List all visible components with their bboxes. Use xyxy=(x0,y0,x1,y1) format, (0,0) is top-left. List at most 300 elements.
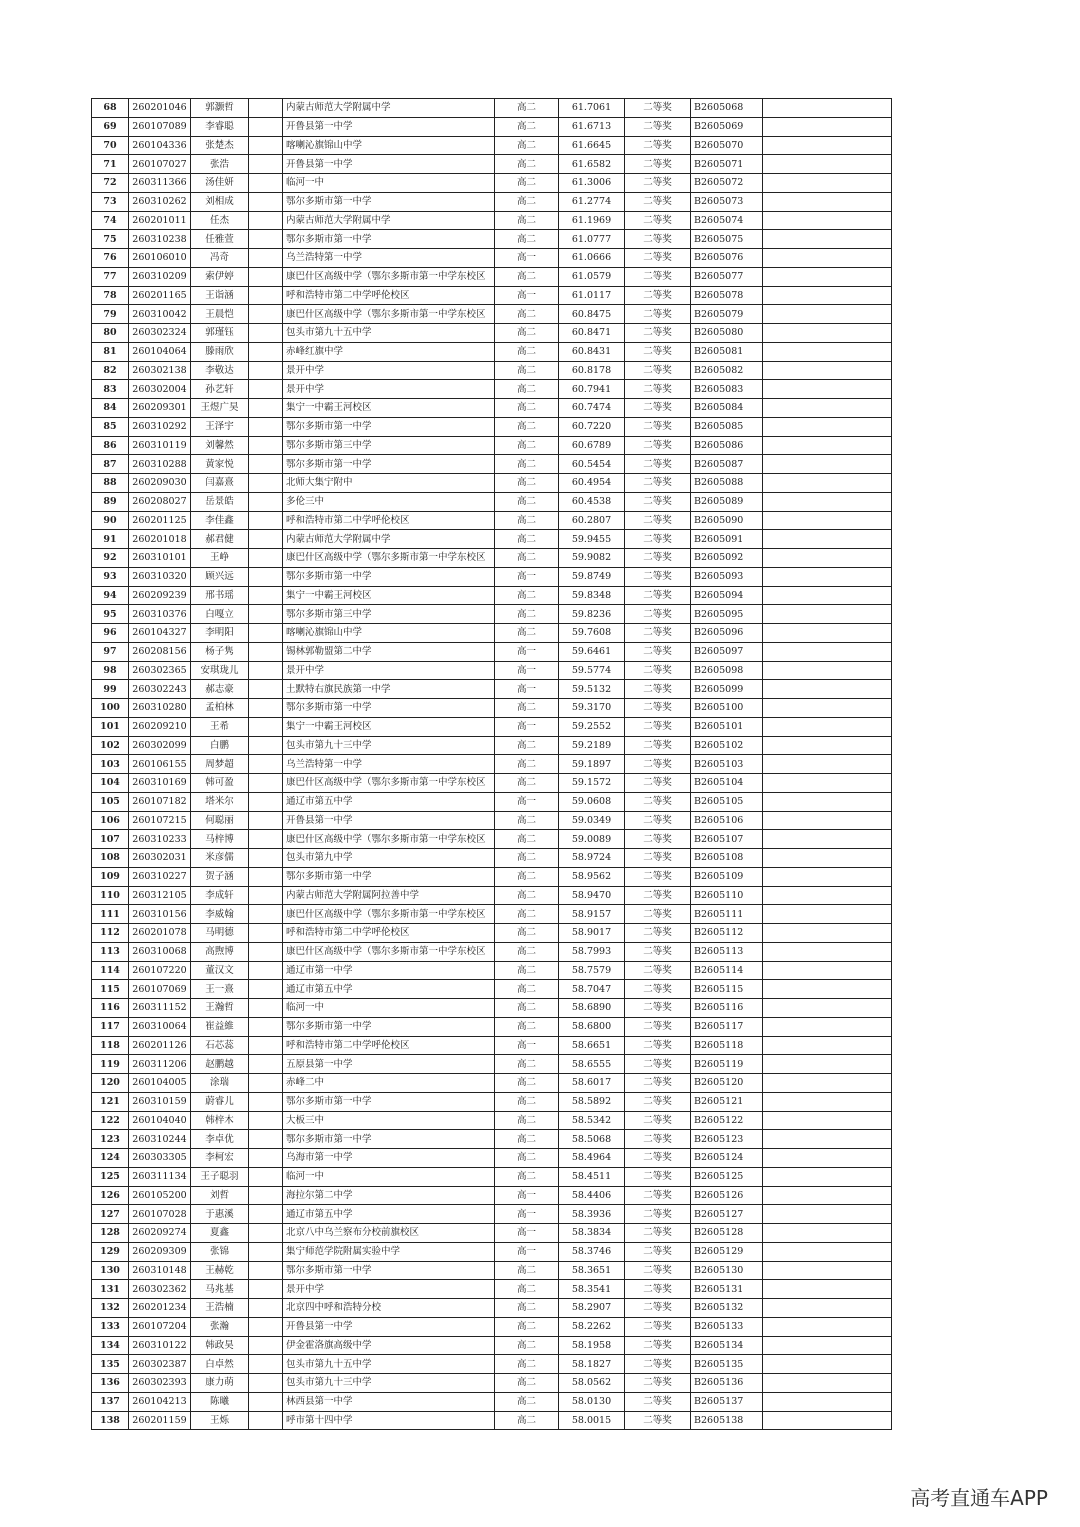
grade-cell: 高二 xyxy=(495,1392,559,1411)
blank-cell xyxy=(249,417,283,436)
table-row xyxy=(92,549,892,568)
award-cell: 二等奖 xyxy=(625,286,691,305)
extra-cell xyxy=(763,774,892,793)
name-cell: 闫嘉熹 xyxy=(191,474,249,493)
score-cell: 61.0117 xyxy=(559,286,625,305)
rank-cell: 124 xyxy=(92,1149,129,1168)
cert-cell: B2605115 xyxy=(691,980,763,999)
extra-cell xyxy=(763,1261,892,1280)
score-cell: 58.3834 xyxy=(559,1224,625,1243)
id-cell: 260310238 xyxy=(129,230,191,249)
extra-cell xyxy=(763,230,892,249)
extra-cell xyxy=(763,661,892,680)
school-cell: 林西县第一中学 xyxy=(283,1392,495,1411)
id-cell: 260310227 xyxy=(129,867,191,886)
name-cell: 王瀚哲 xyxy=(191,999,249,1018)
grade-cell: 高二 xyxy=(495,267,559,286)
extra-cell xyxy=(763,155,892,174)
table-row xyxy=(92,1261,892,1280)
extra-cell xyxy=(763,1411,892,1430)
blank-cell xyxy=(249,1036,283,1055)
grade-cell: 高二 xyxy=(495,436,559,455)
cert-cell: B2605079 xyxy=(691,305,763,324)
table-row xyxy=(92,642,892,661)
id-cell: 260302138 xyxy=(129,361,191,380)
name-cell: 杨子隽 xyxy=(191,642,249,661)
award-cell: 二等奖 xyxy=(625,792,691,811)
school-cell: 鄂尔多斯市第一中学 xyxy=(283,1261,495,1280)
name-cell: 韩可盈 xyxy=(191,774,249,793)
table-row xyxy=(92,361,892,380)
watermark: 高考直通车APP xyxy=(910,1486,1048,1510)
table-row xyxy=(92,380,892,399)
cert-cell: B2605113 xyxy=(691,942,763,961)
extra-cell xyxy=(763,1242,892,1261)
grade-cell: 高二 xyxy=(495,811,559,830)
name-cell: 于惠溪 xyxy=(191,1205,249,1224)
name-cell: 刘哲 xyxy=(191,1186,249,1205)
school-cell: 集宁一中霸王河校区 xyxy=(283,399,495,418)
rank-cell: 137 xyxy=(92,1392,129,1411)
blank-cell xyxy=(249,886,283,905)
score-cell: 58.1827 xyxy=(559,1355,625,1374)
table-row xyxy=(92,174,892,193)
score-cell: 58.6800 xyxy=(559,1017,625,1036)
table-row xyxy=(92,1074,892,1093)
grade-cell: 高二 xyxy=(495,136,559,155)
table-row xyxy=(92,1374,892,1393)
name-cell: 何聪丽 xyxy=(191,811,249,830)
extra-cell xyxy=(763,1336,892,1355)
rank-cell: 73 xyxy=(92,192,129,211)
rank-cell: 118 xyxy=(92,1036,129,1055)
id-cell: 260302004 xyxy=(129,380,191,399)
id-cell: 260302099 xyxy=(129,736,191,755)
extra-cell xyxy=(763,117,892,136)
extra-cell xyxy=(763,680,892,699)
blank-cell xyxy=(249,136,283,155)
name-cell: 李佳鑫 xyxy=(191,511,249,530)
school-cell: 呼和浩特市第二中学呼伦校区 xyxy=(283,511,495,530)
name-cell: 王浩楠 xyxy=(191,1299,249,1318)
table-row xyxy=(92,849,892,868)
cert-cell: B2605110 xyxy=(691,886,763,905)
cert-cell: B2605102 xyxy=(691,736,763,755)
school-cell: 北师大集宁附中 xyxy=(283,474,495,493)
name-cell: 韩政昊 xyxy=(191,1336,249,1355)
rank-cell: 123 xyxy=(92,1130,129,1149)
table-row xyxy=(92,1280,892,1299)
school-cell: 通辽市第五中学 xyxy=(283,980,495,999)
extra-cell xyxy=(763,192,892,211)
score-cell: 58.9157 xyxy=(559,905,625,924)
grade-cell: 高二 xyxy=(495,530,559,549)
award-cell: 二等奖 xyxy=(625,811,691,830)
extra-cell xyxy=(763,136,892,155)
award-cell: 二等奖 xyxy=(625,1092,691,1111)
id-cell: 260201159 xyxy=(129,1411,191,1430)
blank-cell xyxy=(249,642,283,661)
extra-cell xyxy=(763,324,892,343)
school-cell: 集宁师范学院附属实验中学 xyxy=(283,1242,495,1261)
cert-cell: B2605081 xyxy=(691,342,763,361)
blank-cell xyxy=(249,1355,283,1374)
school-cell: 通辽市第五中学 xyxy=(283,792,495,811)
grade-cell: 高一 xyxy=(495,249,559,268)
extra-cell xyxy=(763,511,892,530)
name-cell: 陈曦 xyxy=(191,1392,249,1411)
cert-cell: B2605122 xyxy=(691,1111,763,1130)
name-cell: 王烁 xyxy=(191,1411,249,1430)
id-cell: 260310292 xyxy=(129,417,191,436)
extra-cell xyxy=(763,980,892,999)
blank-cell xyxy=(249,586,283,605)
score-cell: 59.1572 xyxy=(559,774,625,793)
extra-cell xyxy=(763,1036,892,1055)
id-cell: 260310042 xyxy=(129,305,191,324)
table-row xyxy=(92,1317,892,1336)
school-cell: 包头市第九十三中学 xyxy=(283,1374,495,1393)
cert-cell: B2605117 xyxy=(691,1017,763,1036)
cert-cell: B2605089 xyxy=(691,492,763,511)
id-cell: 260312105 xyxy=(129,886,191,905)
score-cell: 58.5068 xyxy=(559,1130,625,1149)
score-cell: 58.6017 xyxy=(559,1074,625,1093)
name-cell: 郝志豪 xyxy=(191,680,249,699)
id-cell: 260303305 xyxy=(129,1149,191,1168)
cert-cell: B2605105 xyxy=(691,792,763,811)
table-row xyxy=(92,999,892,1018)
id-cell: 260107215 xyxy=(129,811,191,830)
extra-cell xyxy=(763,492,892,511)
score-cell: 58.5892 xyxy=(559,1092,625,1111)
rank-cell: 69 xyxy=(92,117,129,136)
rank-cell: 128 xyxy=(92,1224,129,1243)
score-cell: 60.8471 xyxy=(559,324,625,343)
award-cell: 二等奖 xyxy=(625,1224,691,1243)
id-cell: 260311206 xyxy=(129,1055,191,1074)
school-cell: 乌兰浩特第一中学 xyxy=(283,755,495,774)
award-cell: 二等奖 xyxy=(625,755,691,774)
cert-cell: B2605083 xyxy=(691,380,763,399)
school-cell: 包头市第九十五中学 xyxy=(283,1355,495,1374)
table-row xyxy=(92,961,892,980)
score-cell: 59.5774 xyxy=(559,661,625,680)
grade-cell: 高二 xyxy=(495,1261,559,1280)
name-cell: 张楚杰 xyxy=(191,136,249,155)
blank-cell xyxy=(249,849,283,868)
award-cell: 二等奖 xyxy=(625,736,691,755)
blank-cell xyxy=(249,1092,283,1111)
school-cell: 呼和浩特市第二中学呼伦校区 xyxy=(283,286,495,305)
blank-cell xyxy=(249,717,283,736)
rank-cell: 87 xyxy=(92,455,129,474)
award-cell: 二等奖 xyxy=(625,155,691,174)
score-cell: 58.6555 xyxy=(559,1055,625,1074)
table-row xyxy=(92,1111,892,1130)
rank-cell: 72 xyxy=(92,174,129,193)
rank-cell: 81 xyxy=(92,342,129,361)
award-cell: 二等奖 xyxy=(625,1036,691,1055)
award-cell: 二等奖 xyxy=(625,436,691,455)
grade-cell: 高二 xyxy=(495,1130,559,1149)
award-cell: 二等奖 xyxy=(625,886,691,905)
award-cell: 二等奖 xyxy=(625,642,691,661)
name-cell: 塔米尔 xyxy=(191,792,249,811)
score-cell: 58.9017 xyxy=(559,924,625,943)
extra-cell xyxy=(763,942,892,961)
school-cell: 鄂尔多斯市第一中学 xyxy=(283,867,495,886)
cert-cell: B2605108 xyxy=(691,849,763,868)
extra-cell xyxy=(763,174,892,193)
blank-cell xyxy=(249,661,283,680)
grade-cell: 高二 xyxy=(495,736,559,755)
award-cell: 二等奖 xyxy=(625,530,691,549)
table-row xyxy=(92,436,892,455)
table-row xyxy=(92,774,892,793)
cert-cell: B2605100 xyxy=(691,699,763,718)
cert-cell: B2605091 xyxy=(691,530,763,549)
extra-cell xyxy=(763,286,892,305)
table-row xyxy=(92,399,892,418)
award-cell: 二等奖 xyxy=(625,605,691,624)
school-cell: 开鲁县第一中学 xyxy=(283,155,495,174)
grade-cell: 高二 xyxy=(495,99,559,118)
name-cell: 王晨恺 xyxy=(191,305,249,324)
grade-cell: 高二 xyxy=(495,174,559,193)
name-cell: 贺子涵 xyxy=(191,867,249,886)
award-cell: 二等奖 xyxy=(625,1336,691,1355)
cert-cell: B2605069 xyxy=(691,117,763,136)
award-cell: 二等奖 xyxy=(625,136,691,155)
grade-cell: 高二 xyxy=(495,1074,559,1093)
table-row xyxy=(92,192,892,211)
extra-cell xyxy=(763,417,892,436)
blank-cell xyxy=(249,1186,283,1205)
blank-cell xyxy=(249,436,283,455)
name-cell: 马明德 xyxy=(191,924,249,943)
school-cell: 土默特右旗民族第一中学 xyxy=(283,680,495,699)
rank-cell: 80 xyxy=(92,324,129,343)
award-cell: 二等奖 xyxy=(625,1317,691,1336)
school-cell: 鄂尔多斯市第一中学 xyxy=(283,1130,495,1149)
name-cell: 任杰 xyxy=(191,211,249,230)
school-cell: 乌海市第一中学 xyxy=(283,1149,495,1168)
grade-cell: 高二 xyxy=(495,605,559,624)
grade-cell: 高二 xyxy=(495,417,559,436)
rank-cell: 112 xyxy=(92,924,129,943)
cert-cell: B2605092 xyxy=(691,549,763,568)
blank-cell xyxy=(249,1111,283,1130)
name-cell: 张锦 xyxy=(191,1242,249,1261)
award-cell: 二等奖 xyxy=(625,474,691,493)
blank-cell xyxy=(249,455,283,474)
id-cell: 260302393 xyxy=(129,1374,191,1393)
extra-cell xyxy=(763,1205,892,1224)
id-cell: 260302362 xyxy=(129,1280,191,1299)
score-cell: 58.4964 xyxy=(559,1149,625,1168)
id-cell: 260209210 xyxy=(129,717,191,736)
extra-cell xyxy=(763,267,892,286)
grade-cell: 高二 xyxy=(495,399,559,418)
award-cell: 二等奖 xyxy=(625,1392,691,1411)
award-cell: 二等奖 xyxy=(625,305,691,324)
grade-cell: 高二 xyxy=(495,1299,559,1318)
grade-cell: 高二 xyxy=(495,624,559,643)
score-cell: 59.5132 xyxy=(559,680,625,699)
id-cell: 260310148 xyxy=(129,1261,191,1280)
rank-cell: 114 xyxy=(92,961,129,980)
rank-cell: 102 xyxy=(92,736,129,755)
award-cell: 二等奖 xyxy=(625,1299,691,1318)
id-cell: 260302031 xyxy=(129,849,191,868)
rank-cell: 74 xyxy=(92,211,129,230)
score-cell: 58.6890 xyxy=(559,999,625,1018)
rank-cell: 126 xyxy=(92,1186,129,1205)
school-cell: 康巴什区高级中学（鄂尔多斯市第一中学东校区 xyxy=(283,942,495,961)
grade-cell: 高二 xyxy=(495,924,559,943)
award-cell: 二等奖 xyxy=(625,230,691,249)
rank-cell: 108 xyxy=(92,849,129,868)
id-cell: 260201234 xyxy=(129,1299,191,1318)
score-cell: 60.8178 xyxy=(559,361,625,380)
award-cell: 二等奖 xyxy=(625,567,691,586)
extra-cell xyxy=(763,792,892,811)
name-cell: 安琪珑儿 xyxy=(191,661,249,680)
school-cell: 内蒙古师范大学附属中学 xyxy=(283,99,495,118)
blank-cell xyxy=(249,980,283,999)
blank-cell xyxy=(249,1336,283,1355)
award-cell: 二等奖 xyxy=(625,342,691,361)
name-cell: 李威翰 xyxy=(191,905,249,924)
rank-cell: 136 xyxy=(92,1374,129,1393)
id-cell: 260310376 xyxy=(129,605,191,624)
cert-cell: B2605068 xyxy=(691,99,763,118)
blank-cell xyxy=(249,924,283,943)
extra-cell xyxy=(763,717,892,736)
id-cell: 260201126 xyxy=(129,1036,191,1055)
blank-cell xyxy=(249,699,283,718)
extra-cell xyxy=(763,211,892,230)
school-cell: 乌兰浩特第一中学 xyxy=(283,249,495,268)
cert-cell: B2605085 xyxy=(691,417,763,436)
rank-cell: 92 xyxy=(92,549,129,568)
extra-cell xyxy=(763,961,892,980)
blank-cell xyxy=(249,792,283,811)
extra-cell xyxy=(763,886,892,905)
grade-cell: 高二 xyxy=(495,380,559,399)
cert-cell: B2605124 xyxy=(691,1149,763,1168)
cert-cell: B2605116 xyxy=(691,999,763,1018)
score-cell: 58.3936 xyxy=(559,1205,625,1224)
blank-cell xyxy=(249,1299,283,1318)
rank-cell: 76 xyxy=(92,249,129,268)
id-cell: 260107182 xyxy=(129,792,191,811)
award-cell: 二等奖 xyxy=(625,380,691,399)
name-cell: 滕雨欣 xyxy=(191,342,249,361)
score-cell: 60.8475 xyxy=(559,305,625,324)
school-cell: 伊金霍洛旗高级中学 xyxy=(283,1336,495,1355)
id-cell: 260104005 xyxy=(129,1074,191,1093)
name-cell: 李柯宏 xyxy=(191,1149,249,1168)
cert-cell: B2605123 xyxy=(691,1130,763,1149)
award-cell: 二等奖 xyxy=(625,361,691,380)
cert-cell: B2605128 xyxy=(691,1224,763,1243)
id-cell: 260107204 xyxy=(129,1317,191,1336)
blank-cell xyxy=(249,361,283,380)
table-row xyxy=(92,624,892,643)
name-cell: 李敬达 xyxy=(191,361,249,380)
rank-cell: 95 xyxy=(92,605,129,624)
cert-cell: B2605114 xyxy=(691,961,763,980)
rank-cell: 107 xyxy=(92,830,129,849)
extra-cell xyxy=(763,549,892,568)
award-cell: 二等奖 xyxy=(625,1242,691,1261)
grade-cell: 高二 xyxy=(495,1017,559,1036)
school-cell: 内蒙古师范大学附属阿拉善中学 xyxy=(283,886,495,905)
name-cell: 孙艺轩 xyxy=(191,380,249,399)
school-cell: 通辽市第五中学 xyxy=(283,1205,495,1224)
name-cell: 顾兴远 xyxy=(191,567,249,586)
blank-cell xyxy=(249,1017,283,1036)
blank-cell xyxy=(249,755,283,774)
id-cell: 260208027 xyxy=(129,492,191,511)
extra-cell xyxy=(763,1280,892,1299)
name-cell: 王一熹 xyxy=(191,980,249,999)
name-cell: 王诣涵 xyxy=(191,286,249,305)
blank-cell xyxy=(249,511,283,530)
cert-cell: B2605131 xyxy=(691,1280,763,1299)
id-cell: 260201018 xyxy=(129,530,191,549)
grade-cell: 高二 xyxy=(495,1317,559,1336)
name-cell: 白嘎立 xyxy=(191,605,249,624)
blank-cell xyxy=(249,211,283,230)
school-cell: 五原县第一中学 xyxy=(283,1055,495,1074)
extra-cell xyxy=(763,342,892,361)
id-cell: 260107089 xyxy=(129,117,191,136)
grade-cell: 高二 xyxy=(495,192,559,211)
id-cell: 260201165 xyxy=(129,286,191,305)
award-cell: 二等奖 xyxy=(625,699,691,718)
rank-cell: 134 xyxy=(92,1336,129,1355)
table-row xyxy=(92,1205,892,1224)
blank-cell xyxy=(249,155,283,174)
id-cell: 260105200 xyxy=(129,1186,191,1205)
blank-cell xyxy=(249,605,283,624)
extra-cell xyxy=(763,849,892,868)
score-cell: 58.5342 xyxy=(559,1111,625,1130)
score-cell: 61.1969 xyxy=(559,211,625,230)
award-cell: 二等奖 xyxy=(625,249,691,268)
rank-cell: 89 xyxy=(92,492,129,511)
id-cell: 260310209 xyxy=(129,267,191,286)
name-cell: 王泽宇 xyxy=(191,417,249,436)
blank-cell xyxy=(249,249,283,268)
id-cell: 260310320 xyxy=(129,567,191,586)
award-cell: 二等奖 xyxy=(625,1074,691,1093)
table-row xyxy=(92,1017,892,1036)
rank-cell: 109 xyxy=(92,867,129,886)
award-cell: 二等奖 xyxy=(625,1130,691,1149)
rank-cell: 125 xyxy=(92,1167,129,1186)
grade-cell: 高二 xyxy=(495,867,559,886)
school-cell: 鄂尔多斯市第一中学 xyxy=(283,1017,495,1036)
award-cell: 二等奖 xyxy=(625,1374,691,1393)
school-cell: 开鲁县第一中学 xyxy=(283,1317,495,1336)
cert-cell: B2605082 xyxy=(691,361,763,380)
score-cell: 59.9455 xyxy=(559,530,625,549)
award-cell: 二等奖 xyxy=(625,961,691,980)
